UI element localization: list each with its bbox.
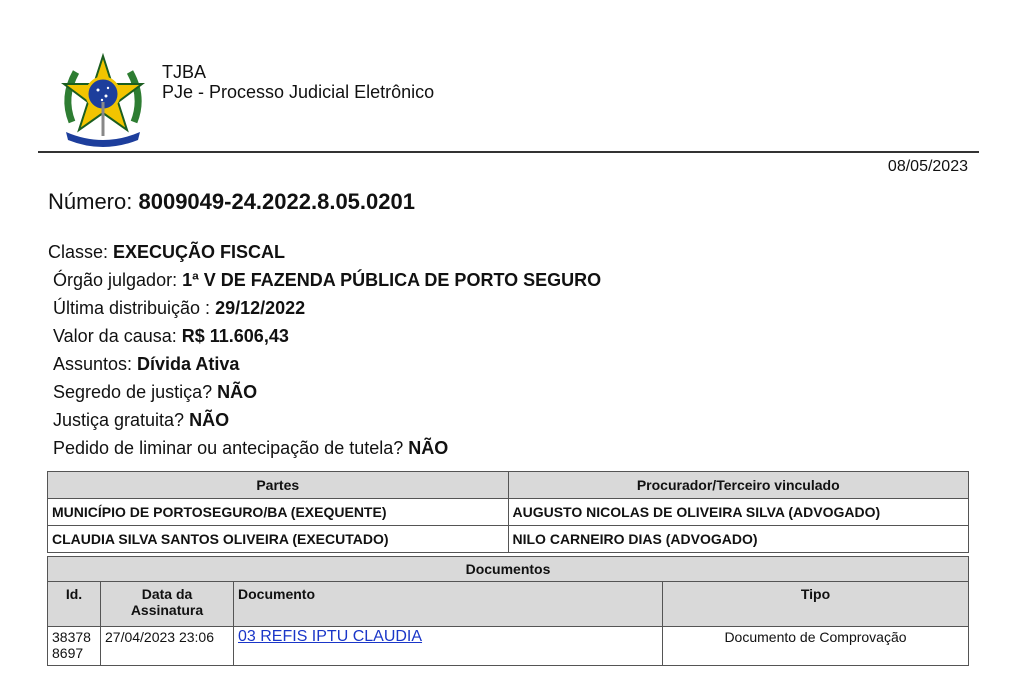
process-number-label: Número: bbox=[48, 189, 139, 214]
field-orgao-julgador bbox=[48, 266, 601, 294]
field-value: NÃO bbox=[217, 382, 258, 402]
tipo-column-header: Tipo bbox=[663, 582, 969, 627]
field-segredo-justica bbox=[48, 378, 601, 406]
procurador-column-header: Procurador/Terceiro vinculado bbox=[508, 472, 969, 499]
documentos-table bbox=[47, 556, 969, 666]
documento-column-header: Documento bbox=[234, 582, 663, 627]
org-line-2: PJe - Processo Judicial Eletrônico bbox=[162, 82, 435, 102]
table-row bbox=[48, 627, 969, 666]
field-label: Última distribuição : bbox=[53, 298, 216, 318]
field-justica-gratuita bbox=[48, 406, 601, 434]
document-date: 08/05/2023 bbox=[887, 158, 968, 175]
documentos-caption-row bbox=[48, 557, 969, 582]
field-value: 29/12/2022 bbox=[215, 298, 306, 318]
header-divider bbox=[38, 151, 979, 153]
field-label: Valor da causa: bbox=[53, 326, 182, 346]
document-id-cell: 383788697 bbox=[48, 627, 101, 666]
field-pedido-liminar bbox=[48, 434, 601, 462]
documentos-header-row bbox=[48, 582, 969, 627]
org-line-1: TJBA bbox=[162, 62, 207, 82]
field-label: Órgão julgador: bbox=[53, 270, 183, 290]
field-classe bbox=[48, 238, 601, 266]
field-label: Pedido de liminar ou antecipação de tutela? bbox=[53, 438, 409, 458]
procurador-cell: AUGUSTO NICOLAS DE OLIVEIRA SILVA (ADVOGADO) bbox=[508, 499, 969, 526]
id-column-header: Id. bbox=[48, 582, 101, 627]
document-type-cell: Documento de Comprovação bbox=[663, 627, 969, 666]
process-details bbox=[48, 238, 601, 462]
field-label: Classe: bbox=[48, 242, 114, 262]
partes-header-row bbox=[48, 472, 969, 499]
field-label: Segredo de justiça? bbox=[53, 382, 218, 402]
field-value: NÃO bbox=[408, 438, 449, 458]
field-value: NÃO bbox=[189, 410, 230, 430]
parte-cell: CLAUDIA SILVA SANTOS OLIVEIRA (EXECUTADO) bbox=[48, 526, 509, 553]
field-ultima-distribuicao bbox=[48, 294, 601, 322]
table-row bbox=[48, 499, 969, 526]
field-assuntos bbox=[48, 350, 601, 378]
process-number-value: 8009049-24.2022.8.05.0201 bbox=[138, 189, 415, 214]
document-name-cell bbox=[234, 627, 663, 666]
document-header bbox=[58, 52, 978, 152]
data-assinatura-column-header: Data da Assinatura bbox=[101, 582, 234, 627]
field-value: 1ª V DE FAZENDA PÚBLICA DE PORTO SEGURO bbox=[182, 270, 602, 290]
brazil-coat-of-arms-icon bbox=[58, 52, 148, 148]
document-link[interactable]: 03 REFIS IPTU CLAUDIA bbox=[238, 628, 423, 645]
procurador-cell: NILO CARNEIRO DIAS (ADVOGADO) bbox=[508, 526, 969, 553]
field-value: Dívida Ativa bbox=[137, 354, 240, 374]
table-row bbox=[48, 526, 969, 553]
organization-name bbox=[162, 62, 434, 102]
documentos-caption: Documentos bbox=[48, 557, 969, 582]
field-value: R$ 11.606,43 bbox=[181, 326, 289, 346]
field-label: Assuntos: bbox=[53, 354, 138, 374]
parte-cell: MUNICÍPIO DE PORTOSEGURO/BA (EXEQUENTE) bbox=[48, 499, 509, 526]
document-date-cell: 27/04/2023 23:06 bbox=[101, 627, 234, 666]
process-number bbox=[48, 189, 415, 215]
field-valor-causa bbox=[48, 322, 601, 350]
field-value: EXECUÇÃO FISCAL bbox=[113, 242, 286, 262]
field-label: Justiça gratuita? bbox=[53, 410, 190, 430]
partes-table bbox=[47, 471, 969, 553]
partes-column-header: Partes bbox=[48, 472, 509, 499]
